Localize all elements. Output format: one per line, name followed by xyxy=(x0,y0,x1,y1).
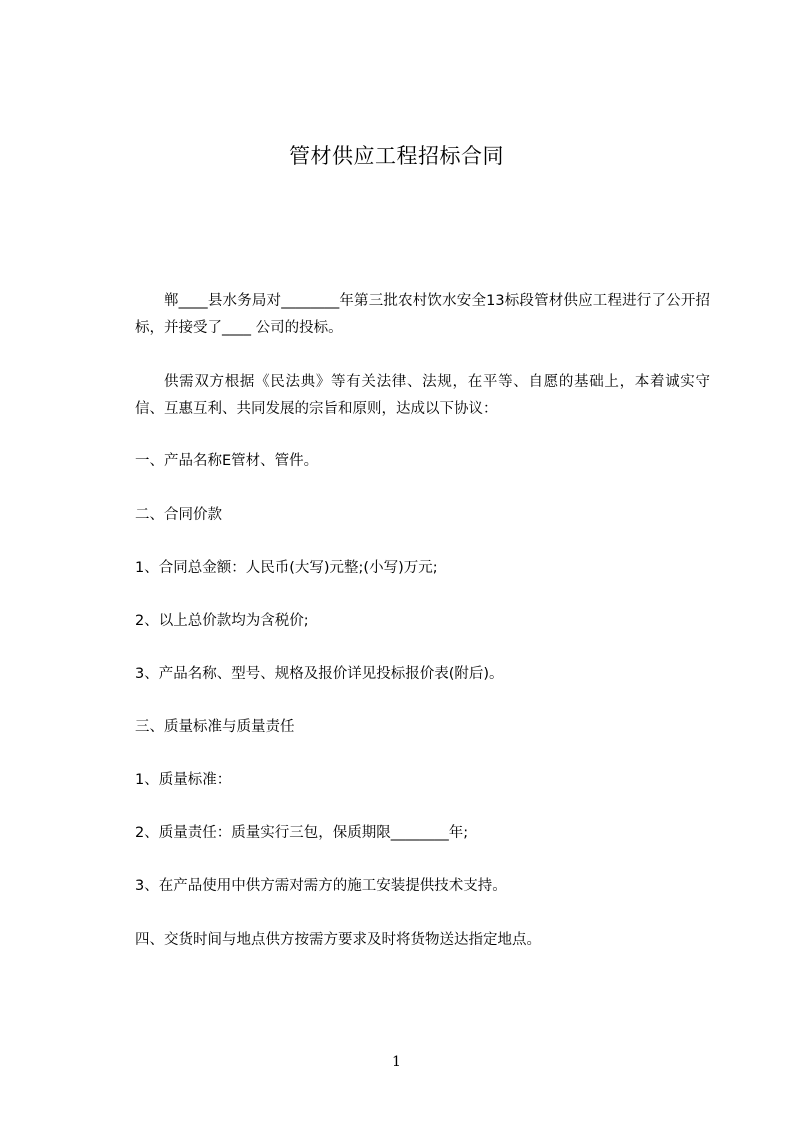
clause-tax-inclusive: 2、以上总价款均为含税价; xyxy=(135,613,309,629)
agreement-paragraph: 供需双方根据《民法典》等有关法律、法规，在平等、自愿的基础上，本着诚实守信、互惠互利、共同发展的宗旨和原则，达成以下协议： xyxy=(135,374,710,417)
intro-paragraph: 郸____县水务局对________年第三批农村饮水安全13标段管材供应工程进行了公开招标，并接受了____ 公司的投标。 xyxy=(135,293,710,336)
clause-quality-responsibility: 2、质量责任：质量实行三包，保质期限________年; xyxy=(135,825,469,841)
clause-total-amount: 1、合同总金额：人民币(大写)元整;(小写)万元; xyxy=(135,560,438,576)
clause-product-name: 一、产品名称E管材、管件。 xyxy=(135,453,319,469)
document-title: 管材供应工程招标合同 xyxy=(289,144,504,168)
clause-technical-support: 3、在产品使用中供方需对需方的施工安装提供技术支持。 xyxy=(135,878,507,894)
page-number: 1 xyxy=(392,1054,401,1070)
clause-quality-standard: 1、质量标准： xyxy=(135,772,232,788)
clause-quality-heading: 三、质量标准与质量责任 xyxy=(135,719,295,735)
clause-product-specs: 3、产品名称、型号、规格及报价详见投标报价表(附后)。 xyxy=(135,666,504,682)
clause-delivery: 四、交货时间与地点供方按需方要求及时将货物送达指定地点。 xyxy=(135,932,541,948)
clause-contract-price-heading: 二、合同价款 xyxy=(135,507,222,523)
